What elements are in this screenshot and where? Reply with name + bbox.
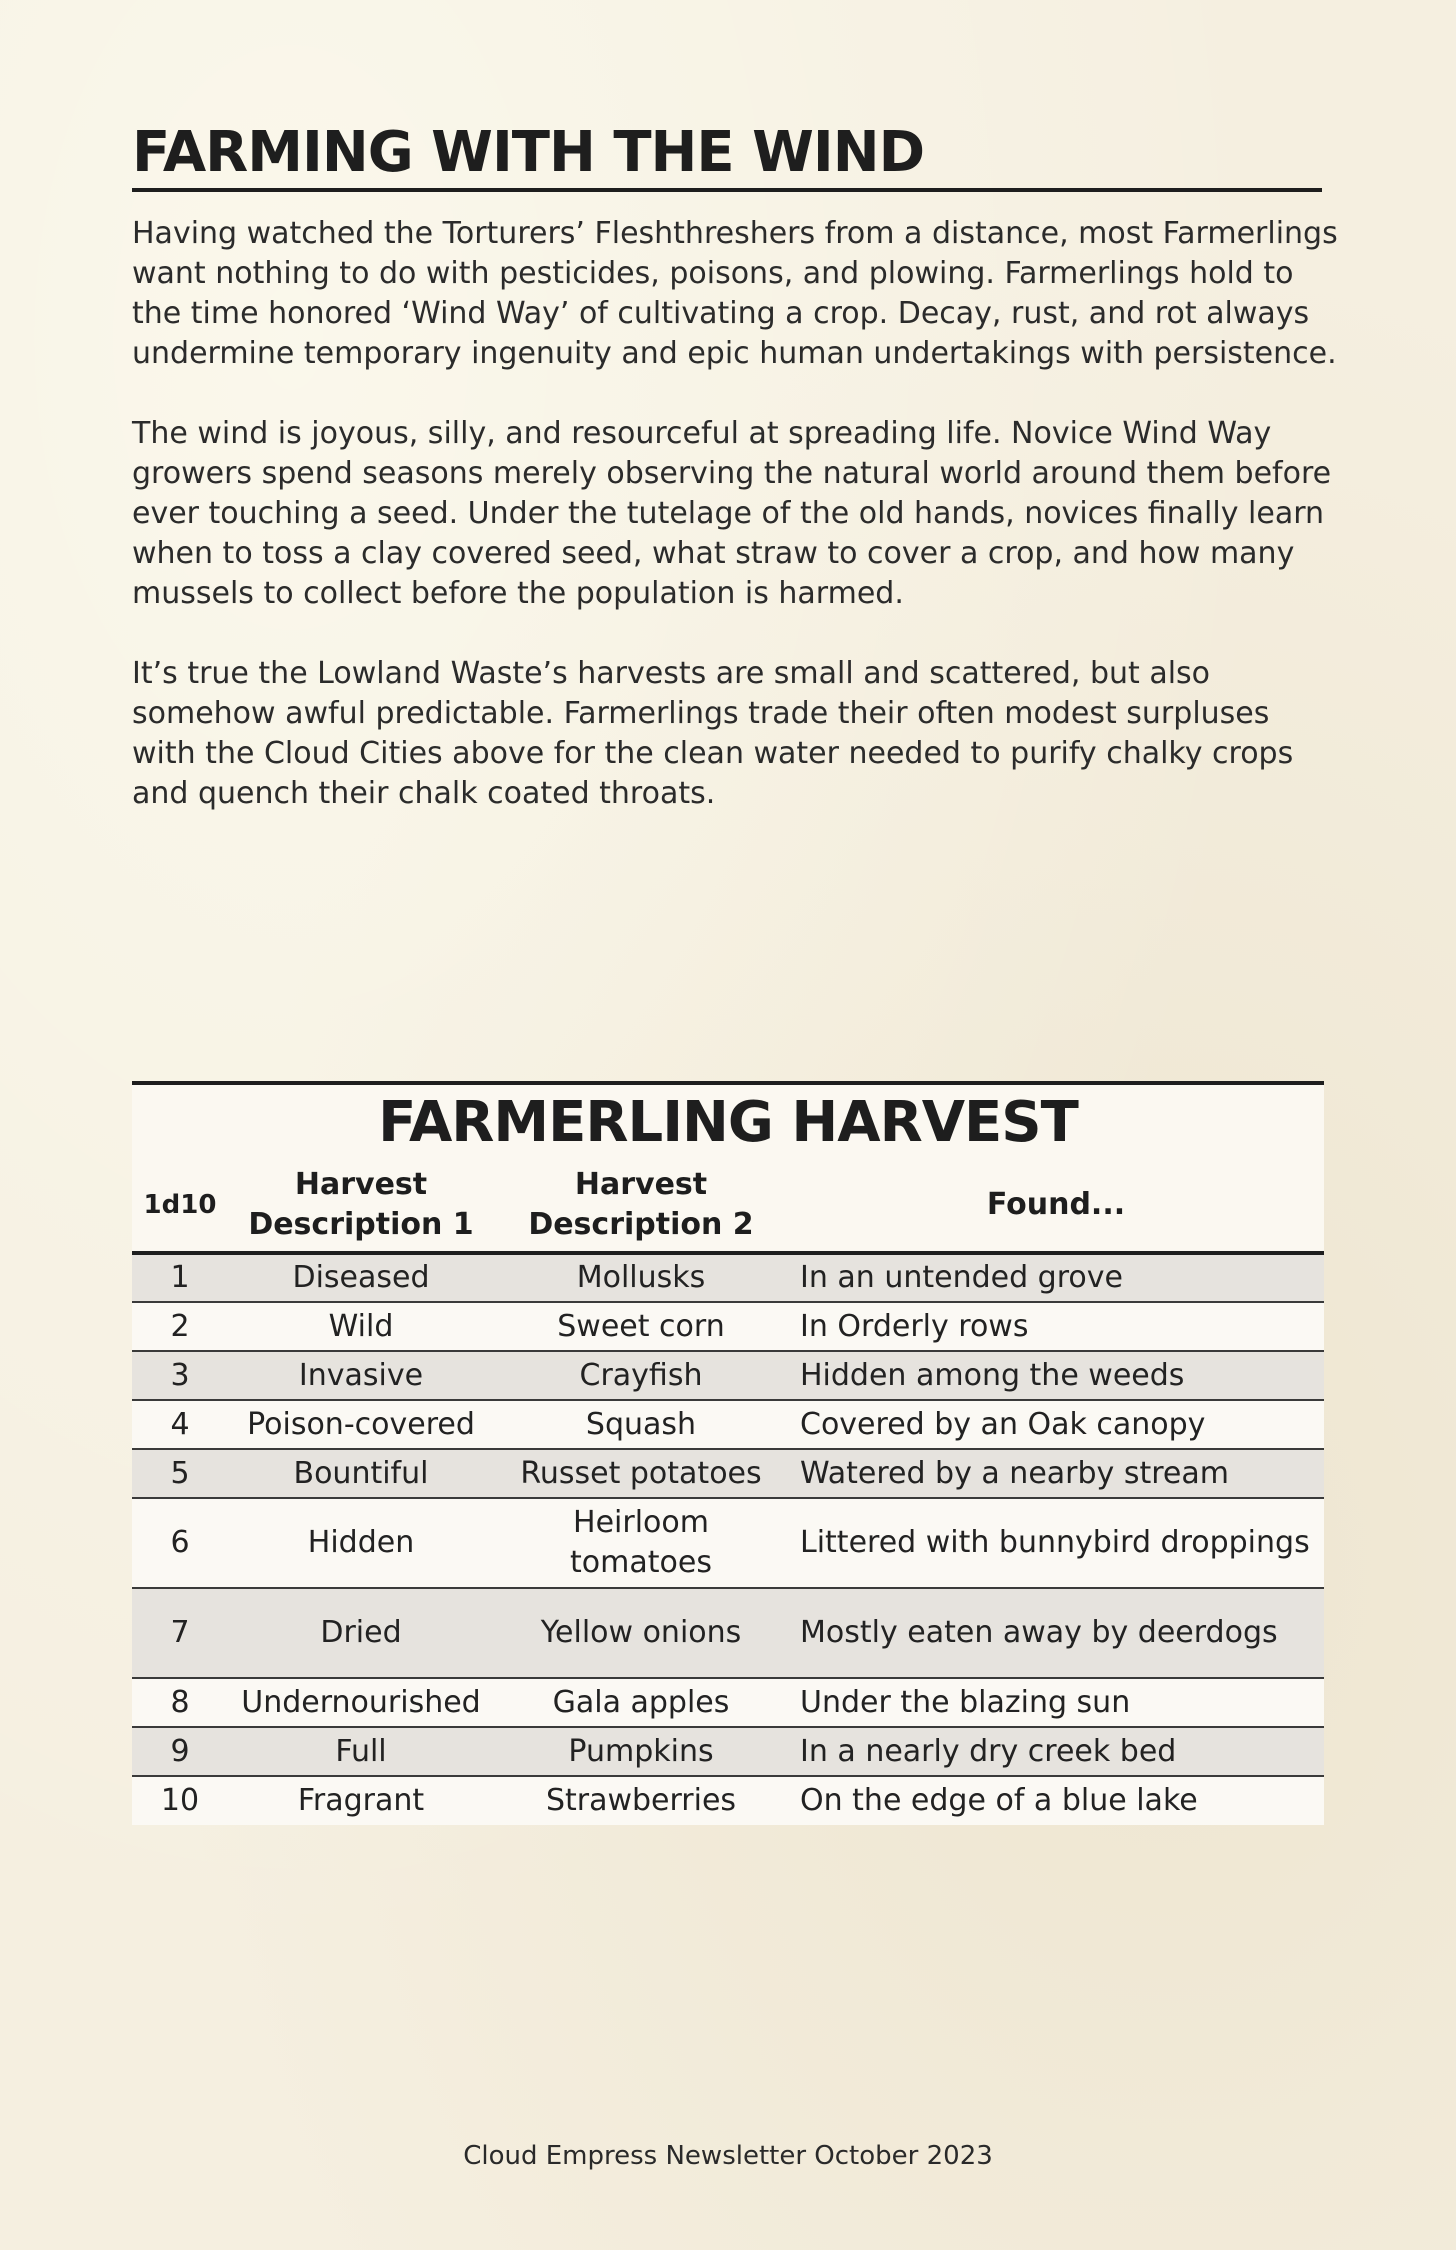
found-cell: Littered with bunnybird droppings xyxy=(788,1498,1324,1588)
table-row xyxy=(132,1351,1324,1400)
description-2-cell: Yellow onions xyxy=(494,1588,788,1678)
description-2-cell: Pumpkins xyxy=(494,1727,788,1776)
column-header-roll: 1d10 xyxy=(132,1159,228,1253)
found-cell: Covered by an Oak canopy xyxy=(788,1400,1324,1449)
found-cell: Hidden among the weeds xyxy=(788,1351,1324,1400)
article-body xyxy=(132,214,1342,854)
description-1-cell: Full xyxy=(228,1727,494,1776)
paragraph: Having watched the Torturers’ Fleshthreshers from a distance, most Farmerlings want nothing to do with pesticides, poisons, and plowing. Farmerlings hold to the time honored ‘Wind Way’ of cultivating a crop. Decay, rust, and rot always undermine temporary ingenuity and epic human undertakings with persistence. xyxy=(132,216,1338,371)
description-1-cell: Hidden xyxy=(228,1498,494,1588)
page-footer: Cloud Empress Newsletter October 2023 xyxy=(463,2141,993,2171)
description-1-cell: Wild xyxy=(228,1302,494,1351)
paragraph: It’s true the Lowland Waste’s harvests are small and scattered, but also somehow awful predictable. Farmerlings trade their often modest surpluses with the Cloud Cities above for the clean water needed to purify chalky crops and quench their chalk coated throats. xyxy=(132,656,1294,811)
found-cell: Under the blazing sun xyxy=(788,1678,1324,1727)
description-1-cell: Fragrant xyxy=(228,1776,494,1825)
table-title: FARMERLING HARVEST xyxy=(378,1090,1078,1155)
description-2-cell: Sweet corn xyxy=(494,1302,788,1351)
page-title: FARMING WITH THE WIND xyxy=(132,120,1322,192)
description-2-cell: Crayfish xyxy=(494,1351,788,1400)
harvest-table-block xyxy=(132,1081,1324,1825)
table-header-row xyxy=(132,1159,1324,1253)
roll-cell: 5 xyxy=(132,1449,228,1498)
column-header-description-2: Harvest Description 2 xyxy=(494,1159,788,1253)
found-cell: Mostly eaten away by deerdogs xyxy=(788,1588,1324,1678)
roll-cell: 2 xyxy=(132,1302,228,1351)
found-cell: In an untended grove xyxy=(788,1253,1324,1302)
roll-cell: 7 xyxy=(132,1588,228,1678)
table-row xyxy=(132,1498,1324,1588)
table-row xyxy=(132,1253,1324,1302)
roll-cell: 6 xyxy=(132,1498,228,1588)
roll-cell: 1 xyxy=(132,1253,228,1302)
roll-cell: 8 xyxy=(132,1678,228,1727)
found-cell: In Orderly rows xyxy=(788,1302,1324,1351)
table-row xyxy=(132,1776,1324,1825)
table-row xyxy=(132,1449,1324,1498)
found-cell: Watered by a nearby stream xyxy=(788,1449,1324,1498)
paragraph: The wind is joyous, silly, and resourceful at spreading life. Novice Wind Way growers spend seasons merely observing the natural world around them before ever touching a seed. Under the tutelage of the old hands, novices finally learn when to toss a clay covered seed, what straw to cover a crop, and how many mussels to collect before the population is harmed. xyxy=(132,416,1332,611)
description-2-cell: Mollusks xyxy=(494,1253,788,1302)
table-row xyxy=(132,1302,1324,1351)
description-2-cell: Russet potatoes xyxy=(494,1449,788,1498)
description-1-cell: Diseased xyxy=(228,1253,494,1302)
roll-cell: 9 xyxy=(132,1727,228,1776)
column-header-found: Found... xyxy=(788,1159,1324,1253)
harvest-table xyxy=(132,1159,1324,1825)
description-2-cell: Heirloom tomatoes xyxy=(494,1498,788,1588)
description-2-cell: Squash xyxy=(494,1400,788,1449)
table-row xyxy=(132,1400,1324,1449)
description-2-cell: Strawberries xyxy=(494,1776,788,1825)
found-cell: In a nearly dry creek bed xyxy=(788,1727,1324,1776)
description-1-cell: Bountiful xyxy=(228,1449,494,1498)
column-header-description-1: Harvest Description 1 xyxy=(228,1159,494,1253)
table-row xyxy=(132,1727,1324,1776)
description-2-cell: Gala apples xyxy=(494,1678,788,1727)
description-1-cell: Invasive xyxy=(228,1351,494,1400)
table-row xyxy=(132,1678,1324,1727)
roll-cell: 3 xyxy=(132,1351,228,1400)
roll-cell: 4 xyxy=(132,1400,228,1449)
description-1-cell: Undernourished xyxy=(228,1678,494,1727)
description-1-cell: Dried xyxy=(228,1588,494,1678)
roll-cell: 10 xyxy=(132,1776,228,1825)
table-row xyxy=(132,1588,1324,1678)
description-1-cell: Poison-covered xyxy=(228,1400,494,1449)
found-cell: On the edge of a blue lake xyxy=(788,1776,1324,1825)
